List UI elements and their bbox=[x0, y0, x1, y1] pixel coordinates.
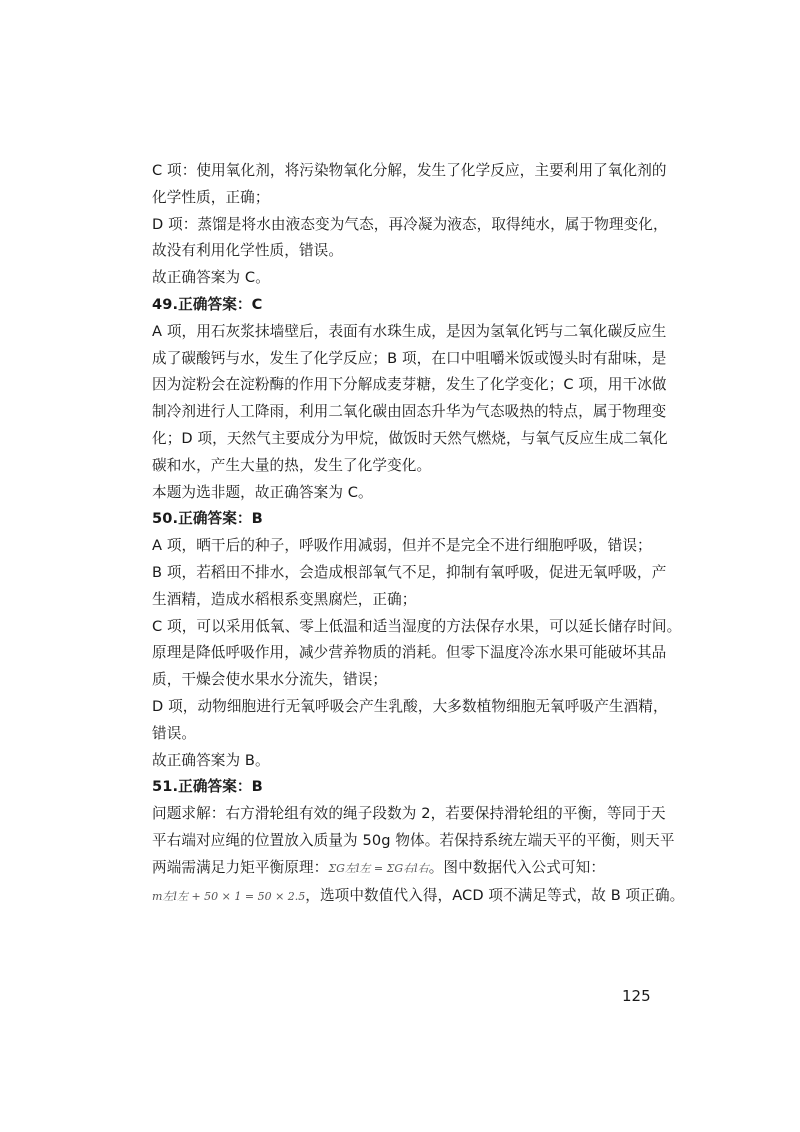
q49-line2: 成了碳酸钙与水，发生了化学反应；B 项，在口中咀嚼米饭或馒头时有甜味，是 bbox=[152, 349, 667, 367]
q49-answer: 本题为选非题，故正确答案为 C。 bbox=[152, 483, 373, 501]
q50-answer: 故正确答案为 B。 bbox=[152, 751, 270, 769]
q49-heading: 49.正确答案：C bbox=[152, 295, 263, 313]
q51-line3-text-after: 。图中数据代入公式可知： bbox=[428, 858, 606, 876]
torque-balance-formula: ΣG左l左 = ΣG右l右 bbox=[328, 861, 429, 875]
q48-answer: 故正确答案为 C。 bbox=[152, 269, 270, 287]
q51-line1: 问题求解：右方滑轮组有效的绳子段数为 2，若要保持滑轮组的平衡，等同于天 bbox=[152, 805, 666, 823]
q50-option-b-line2: 生酒精，造成水稻根系变黑腐烂，正确； bbox=[152, 590, 417, 608]
q48-option-c-line1: C 项：使用氧化剂，将污染物氧化分解，发生了化学反应，主要利用了氧化剂的 bbox=[152, 162, 667, 179]
q50-option-c-line3: 质，干燥会使水果水分流失，错误； bbox=[152, 671, 388, 689]
q48-option-d-line2: 故没有利用化学性质，错误。 bbox=[152, 242, 344, 260]
substituted-equation: m左l左 + 50 × 1 = 50 × 2.5 bbox=[152, 889, 306, 903]
q51-line4 bbox=[152, 883, 685, 911]
q51-heading: 51.正确答案：B bbox=[152, 778, 263, 796]
q51-line3-text-before: 两端需满足力矩平衡原理： bbox=[152, 858, 329, 876]
q50-option-b-line1: B 项，若稻田不排水，会造成根部氧气不足，抑制有氧呼吸，促进无氧呼吸，产 bbox=[152, 563, 667, 581]
q50-option-c-line2: 原理是降低呼吸作用，减少营养物质的消耗。但零下温度冷冻水果可能破坏其品 bbox=[152, 644, 667, 662]
q51-line4-text-after: ，选项中数值代入得，ACD 项不满足等式，故 B 项正确。 bbox=[305, 886, 685, 904]
document-body bbox=[152, 158, 685, 910]
page-number: 125 bbox=[622, 987, 651, 1005]
q51-line2: 平右端对应绳的位置放入质量为 50g 物体。若保持系统左端天平的平衡，则天平 bbox=[152, 831, 675, 849]
q48-option-d-line1: D 项：蒸馏是将水由液态变为气态，再冷凝为液态，取得纯水，属于物理变化， bbox=[152, 215, 668, 233]
q49-line1: A 项，用石灰浆抹墙壁后，表面有水珠生成，是因为氢氧化钙与二氧化碳反应生 bbox=[152, 322, 667, 340]
q49-line3: 因为淀粉会在淀粉酶的作用下分解成麦芽糖，发生了化学变化；C 项，用干冰做 bbox=[152, 376, 667, 394]
q50-option-d-line1: D 项，动物细胞进行无氧呼吸会产生乳酸，大多数植物细胞无氧呼吸产生酒精， bbox=[152, 697, 668, 715]
q50-option-a: A 项，晒干后的种子，呼吸作用减弱，但并不是完全不进行细胞呼吸，错误； bbox=[152, 537, 652, 555]
q50-option-c-line1: C 项，可以采用低氧、零上低温和适当湿度的方法保存水果，可以延长储存时间。 bbox=[152, 617, 682, 635]
q51-line3 bbox=[152, 855, 652, 883]
q50-option-d-line2: 错误。 bbox=[152, 724, 197, 742]
q49-line4: 制冷剂进行人工降雨，利用二氧化碳由固态升华为气态吸热的特点，属于物理变 bbox=[152, 403, 667, 421]
q48-option-c-line2: 化学性质，正确； bbox=[152, 188, 270, 206]
q50-heading: 50.正确答案：B bbox=[152, 510, 263, 528]
q49-line5: 化；D 项，天然气主要成分为甲烷，做饭时天然气燃烧，与氧气反应生成二氧化 bbox=[152, 429, 668, 447]
q49-line6: 碳和水，产生大量的热，发生了化学变化。 bbox=[152, 456, 432, 474]
